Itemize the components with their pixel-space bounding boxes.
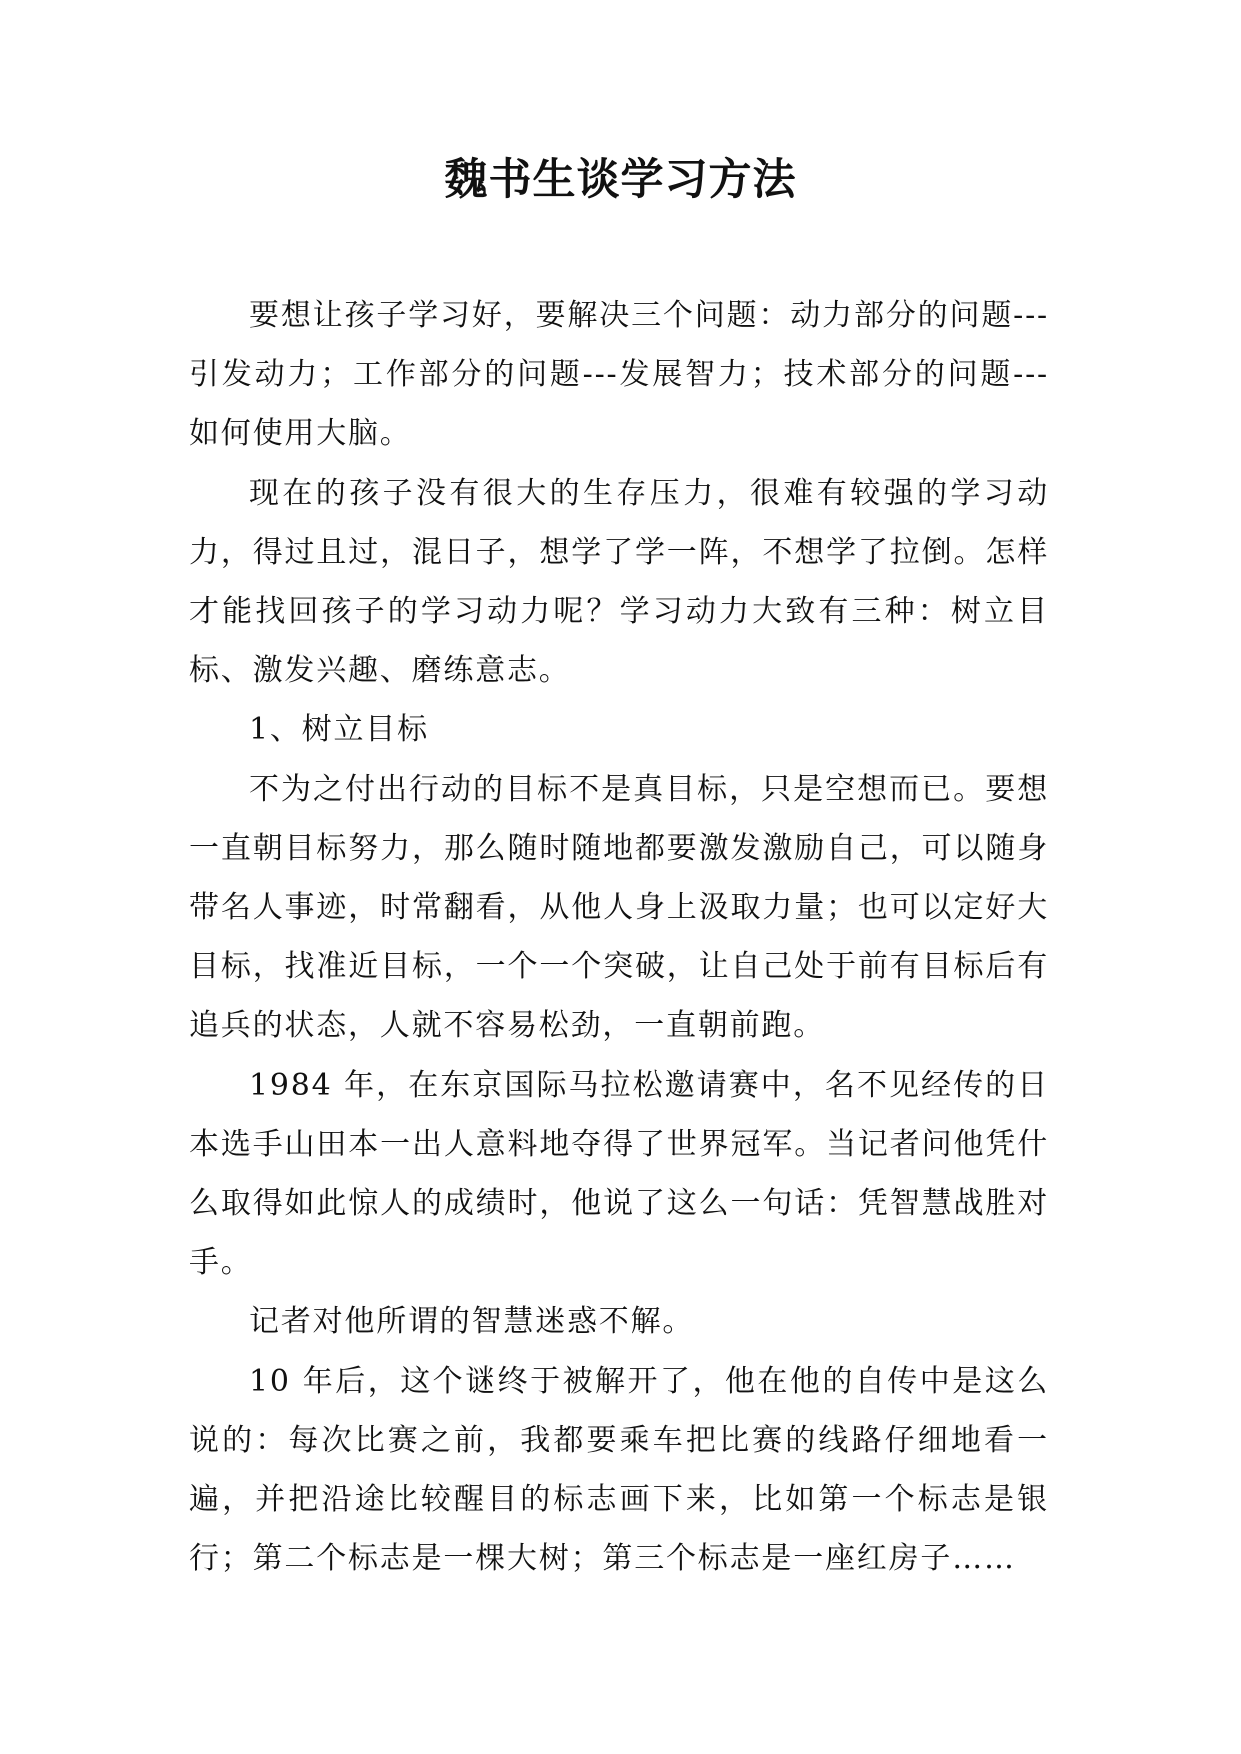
document-title: 魏书生谈学习方法	[444, 155, 797, 205]
paragraph-3: 不为之付出行动的目标不是真目标，只是空想而已。要想一直朝目标努力，那么随时随地都要激发激励自己，可以随身带名人事迹，时常翻看，从他人身上汲取力量；也可以定好大目标，找准近目标，一个一个突破，让自己处于前有目标后有追兵的状态，人就不容易松劲，一直朝前跑。	[189, 771, 1049, 1044]
section-heading: 1、树立目标	[249, 712, 429, 748]
paragraph-5: 记者对他所谓的智慧迷惑不解。	[249, 1304, 695, 1340]
paragraph-6: 10 年后，这个谜终于被解开了，他在他的自传中是这么说的：每次比赛之前，我都要乘车把比赛的线路仔细地看一遍，并把沿途比较醒目的标志画下来，比如第一个标志是银行；第二个标志是一棵大树；第三个标志是一座红房子……	[189, 1363, 1049, 1577]
paragraph-4: 1984 年，在东京国际马拉松邀请赛中，名不见经传的日本选手山田本一出人意料地夺得了世界冠军。当记者问他凭什么取得如此惊人的成绩时，他说了这么一句话：凭智慧战胜对手。	[189, 1067, 1049, 1281]
paragraph-1: 要想让孩子学习好，要解决三个问题：动力部分的问题---引发动力；工作部分的问题---发展智力；技术部分的问题---如何使用大脑。	[189, 298, 1049, 452]
paragraph-2: 现在的孩子没有很大的生存压力，很难有较强的学习动力，得过且过，混日子，想学了学一阵，不想学了拉倒。怎样才能找回孩子的学习动力呢？学习动力大致有三种：树立目标、激发兴趣、磨练意志。	[189, 475, 1049, 689]
document-body	[189, 286, 1049, 1588]
